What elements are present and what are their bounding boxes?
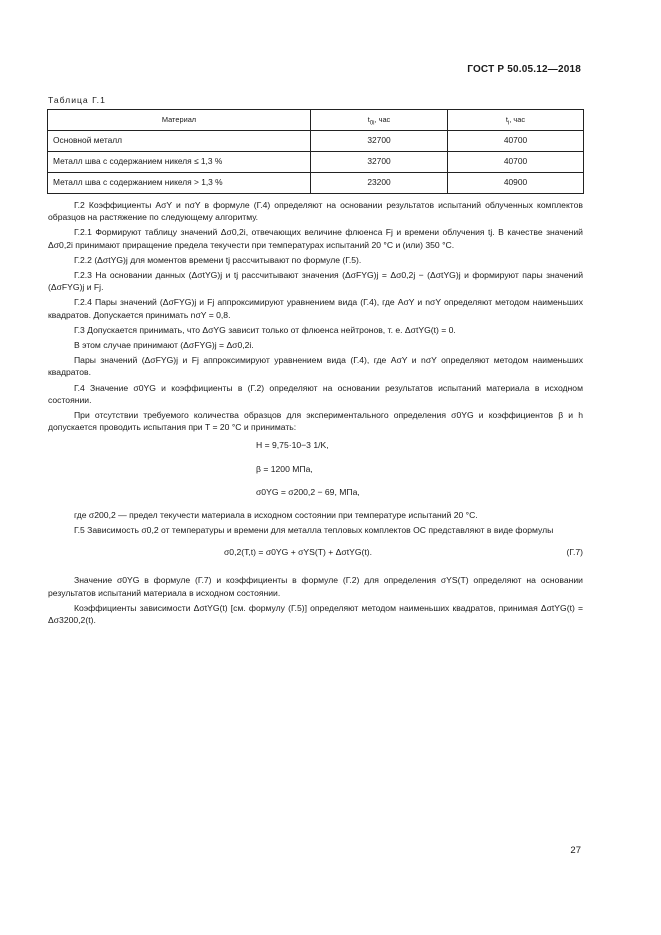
paragraph-g2-2: Г.2.2 (ΔσtYG)j для моментов времени tj рассчитывают по формуле (Г.5). <box>74 254 362 265</box>
formula-block <box>256 439 583 498</box>
cell-material: Основной металл <box>48 131 311 152</box>
paragraph-g3: Г.3 Допускается принимать, что ΔσYG зависит только от флюенса нейтронов, т. е. ΔσtYG(t) = 0. <box>74 324 456 335</box>
document-header: ГОСТ Р 50.05.12—2018 <box>467 64 581 75</box>
column-header-t0i: $t_{0i}$, час <box>311 110 448 131</box>
paragraph-g7-value: Значение σ0YG в формуле (Г.7) и коэффициенты в формуле (Г.2) для определения σYS(T) определяют на основании результатов испытаний материала в исходном состоянии. <box>48 575 583 598</box>
paragraph-g4: Г.4 Значение σ0YG и коэффициенты в (Г.2) определяют на основании результатов испытаний материала в исходном состоянии. <box>48 382 583 405</box>
table-row <box>48 152 584 173</box>
formula-sigma: σ0YG = σ200,2 − 69, МПа, <box>256 486 360 497</box>
paragraph-g4-absent: При отсутствии требуемого количества образцов для экспериментального определения σ0YG и коэффициентов β и h допускается проводить испытания при T = 20 °С и принимать: <box>48 410 583 433</box>
paragraph-coefficients: Коэффициенты зависимости ΔσtYG(t) [см. формулу (Г.5)] определяют методом наименьших квадратов, принимая ΔσtYG(t) = Δσ3200,2(t). <box>48 602 583 626</box>
column-header-material: Материал <box>48 110 311 131</box>
table-header-row <box>48 110 584 131</box>
cell-t0i: 32700 <box>311 131 448 152</box>
cell-ti: 40900 <box>448 173 584 194</box>
column-header-ti: $t_i$, час <box>448 110 584 131</box>
cell-ti: 40700 <box>448 152 584 173</box>
document-body <box>48 199 583 629</box>
paragraph-g5: Г.5 Зависимость σ0,2 от температуры и времени для металла тепловых комплектов ОС представляют в виде формулы <box>74 525 554 536</box>
table-row <box>48 173 584 194</box>
formula-beta: β = 1200 МПа, <box>256 463 313 474</box>
equation-g7-label: (Г.7) <box>566 547 583 558</box>
cell-material: Металл шва с содержанием никеля > 1,3 % <box>48 173 311 194</box>
cell-ti: 40700 <box>448 131 584 152</box>
paragraph-where: где σ200,2 — предел текучести материала в исходном состоянии при температуре испытаний 20 °С. <box>74 510 478 521</box>
data-table <box>47 109 584 194</box>
cell-material: Металл шва с содержанием никеля ≤ 1,3 % <box>48 152 311 173</box>
formula-h: H = 9,75·10−3 1/K, <box>256 440 329 451</box>
cell-t0i: 32700 <box>311 152 448 173</box>
table-row <box>48 131 584 152</box>
paragraph-g2: Г.2 Коэффициенты AσY и nσY в формуле (Г.4) определяют на основании результатов испытаний облученных комплектов образцов на растяжение по следующему алгоритму. <box>48 200 583 223</box>
paragraph-g3-case: В этом случае принимают (ΔσFYG)j = Δσ0,2i. <box>74 340 254 351</box>
paragraph-g3-pairs: Пары значений (ΔσFYG)j и Fj аппроксимируют уравнением вида (Г.4), где AσY и nσY определяют методом наименьших квадратов. <box>48 355 583 378</box>
equation-g7 <box>48 546 583 562</box>
page-number: 27 <box>570 845 581 856</box>
equation-g7-body: σ0,2(T,t) = σ0YG + σYS(T) + ΔσtYG(t). <box>224 547 373 558</box>
paragraph-g2-4: Г.2.4 Пары значений (ΔσFYG)j и Fj аппроксимируют уравнением вида (Г.4), где AσY и nσY определяют методом наименьших квадратов. Допускается принимать nσY = 0,8. <box>48 297 583 320</box>
paragraph-g2-1: Г.2.1 Формируют таблицу значений Δσ0,2i, отвечающих величине флюенса Fj и времени облучения tj. В качестве значений Δσ0,2i принимают приращение предела текучести при температурах испытаний 20 °С и (или) 350 °С. <box>48 227 583 250</box>
cell-t0i: 23200 <box>311 173 448 194</box>
table-caption: Таблица Г.1 <box>48 95 106 105</box>
paragraph-g2-3: Г.2.3 На основании данных (ΔσtYG)j и tj рассчитывают значения (ΔσFYG)j = Δσ0,2j − (ΔσtYG)j и формируют пары значений (ΔσFYG)j и Fj. <box>48 270 583 293</box>
